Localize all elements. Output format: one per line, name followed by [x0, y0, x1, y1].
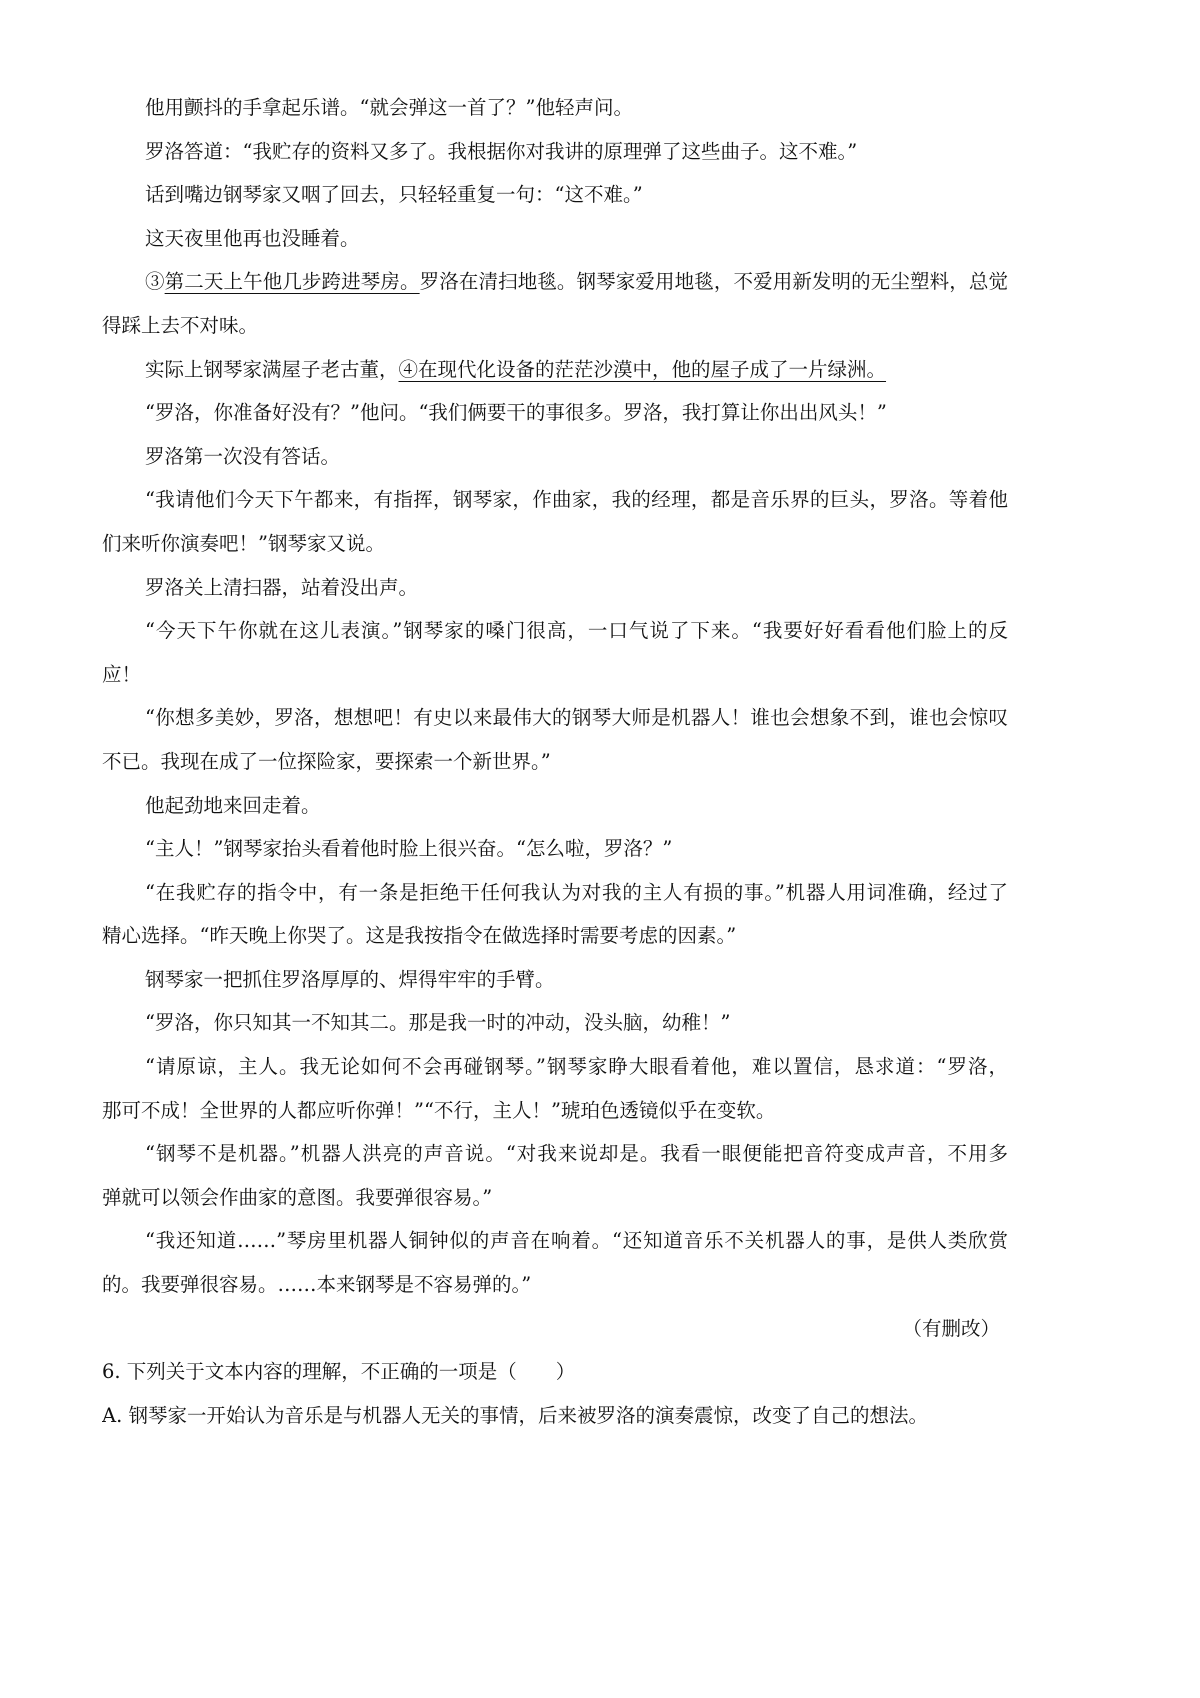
- paragraph: [102, 609, 1008, 696]
- text-segment: 得踩上去不对味。: [102, 313, 259, 337]
- paragraph: [102, 173, 1008, 217]
- text-segment: “请原谅，主人。我无论如何不会再碰钢琴。”钢琴家睁大眼看着他，难以置信，恳求道：“罗洛，: [145, 1055, 1008, 1079]
- document-page: [102, 86, 1008, 1437]
- text-line: [102, 1263, 1008, 1307]
- text-line: [102, 522, 1008, 566]
- text-segment: 罗洛在清扫地毯。钢琴家爱用地毯，不爱用新发明的无尘塑料，总觉: [419, 270, 1008, 294]
- text-segment: “你想多美妙，罗洛，想想吧！有史以来最伟大的钢琴大师是机器人！谁也会想象不到，谁也会惊叹: [145, 706, 1008, 730]
- text-line: [102, 1089, 1008, 1133]
- text-line: [102, 827, 1008, 871]
- text-line: [102, 958, 1008, 1002]
- text-line: [102, 348, 1008, 392]
- paragraph: [102, 478, 1008, 565]
- text-line: [102, 609, 1008, 653]
- underlined-sentence: 第二天上午他几步跨进琴房。: [164, 270, 420, 294]
- text-segment: 们来听你演奏吧！”钢琴家又说。: [102, 531, 385, 555]
- text-segment: “今天下午你就在这儿表演。”钢琴家的嗓门很高，一口气说了下来。“我要好好看看他们脸上的反: [145, 619, 1008, 643]
- text-line: [102, 435, 1008, 479]
- text-line: [102, 1132, 1008, 1176]
- text-line: [102, 696, 1008, 740]
- text-line: [102, 86, 1008, 130]
- text-segment: “主人！”钢琴家抬头看着他时脸上很兴奋。“怎么啦，罗洛？”: [145, 837, 673, 861]
- text-line: [102, 1219, 1008, 1263]
- text-segment: “我请他们今天下午都来，有指挥，钢琴家，作曲家，我的经理，都是音乐界的巨头，罗洛。等着他: [145, 488, 1008, 512]
- text-line: [102, 784, 1008, 828]
- text-segment: “在我贮存的指令中，有一条是拒绝干任何我认为对我的主人有损的事。”机器人用词准确，经过了: [145, 880, 1008, 904]
- text-segment: 罗洛第一次没有答话。: [145, 444, 341, 468]
- text-segment: 钢琴家一把抓住罗洛厚厚的、焊得牢牢的手臂。: [145, 967, 555, 991]
- text-segment: ③: [145, 270, 165, 294]
- text-line: [102, 173, 1008, 217]
- paragraph: [102, 1001, 1008, 1045]
- text-segment: 他用颤抖的手拿起乐谱。“就会弹这一首了？”他轻声问。: [145, 96, 633, 119]
- text-line: [102, 478, 1008, 522]
- text-segment: “我还知道……”琴房里机器人铜钟似的声音在响着。“还知道音乐不关机器人的事，是供人类欣赏: [145, 1229, 1008, 1253]
- text-segment: 的。我要弹很容易。……本来钢琴是不容易弹的。”: [102, 1273, 532, 1297]
- question-stem: 6. 下列关于文本内容的理解，不正确的一项是（ ）: [102, 1360, 576, 1384]
- text-segment: 不已。我现在成了一位探险家，要探索一个新世界。”: [102, 749, 551, 773]
- question-option: A. 钢琴家一开始认为音乐是与机器人无关的事情，后来被罗洛的演奏震惊，改变了自己的想法。: [102, 1403, 928, 1427]
- text-line: [102, 130, 1008, 174]
- text-line: [102, 740, 1008, 784]
- text-line: [102, 914, 1008, 958]
- text-segment: 弹就可以领会作曲家的意图。我要弹很容易。”: [102, 1185, 493, 1209]
- paragraph: [102, 696, 1008, 783]
- text-line: [102, 304, 1008, 348]
- text-segment: “罗洛，你只知其一不知其二。那是我一时的冲动，没头脑，幼稚！”: [145, 1011, 731, 1035]
- paragraph: [102, 86, 1008, 130]
- paragraph: [102, 348, 1008, 392]
- paragraph: [102, 1219, 1008, 1306]
- paragraph: [102, 391, 1008, 435]
- text-segment: 应！: [102, 662, 142, 686]
- text-segment: 罗洛答道：“我贮存的资料又多了。我根据你对我讲的原理弹了这些曲子。这不难。”: [145, 139, 858, 163]
- paragraph: [102, 217, 1008, 261]
- text-line: [102, 391, 1008, 435]
- paragraph: [102, 958, 1008, 1002]
- paragraph: [102, 871, 1008, 958]
- paragraph: [102, 784, 1008, 828]
- text-segment: 他起劲地来回走着。: [145, 793, 321, 817]
- text-line: [102, 217, 1008, 261]
- text-line: [102, 871, 1008, 915]
- text-segment: 罗洛关上清扫器，站着没出声。: [145, 575, 419, 599]
- text-segment: 话到嘴边钢琴家又咽了回去，只轻轻重复一句：“这不难。”: [145, 183, 643, 207]
- underlined-sentence: ④在现代化设备的茫茫沙漠中，他的屋子成了一片绿洲。: [398, 357, 887, 381]
- text-line: [102, 260, 1008, 304]
- paragraph: [102, 566, 1008, 610]
- text-line: [102, 1176, 1008, 1220]
- text-line: [102, 1045, 1008, 1089]
- text-segment: “钢琴不是机器。”机器人洪亮的声音说。“对我来说却是。我看一眼便能把音符变成声音，不用多: [145, 1142, 1008, 1166]
- text-line: [102, 653, 1008, 697]
- source-note: （有删改）: [902, 1316, 1000, 1340]
- text-segment: 那可不成！全世界的人都应听你弹！”“不行，主人！”琥珀色透镜似乎在变软。: [102, 1098, 776, 1122]
- text-line: [102, 566, 1008, 610]
- text-segment: “罗洛，你准备好没有？”他问。“我们俩要干的事很多。罗洛，我打算让你出出风头！”: [145, 401, 887, 425]
- paragraph: [102, 1045, 1008, 1132]
- text-segment: 精心选择。“昨天晚上你哭了。这是我按指令在做选择时需要考虑的因素。”: [102, 924, 737, 948]
- paragraph: [102, 130, 1008, 174]
- paragraph: [102, 1132, 1008, 1219]
- paragraph: [102, 435, 1008, 479]
- paragraph: [102, 827, 1008, 871]
- text-segment: 实际上钢琴家满屋子老古董，: [145, 357, 399, 381]
- text-line: [102, 1001, 1008, 1045]
- text-segment: 这天夜里他再也没睡着。: [145, 226, 360, 250]
- paragraph: [102, 260, 1008, 347]
